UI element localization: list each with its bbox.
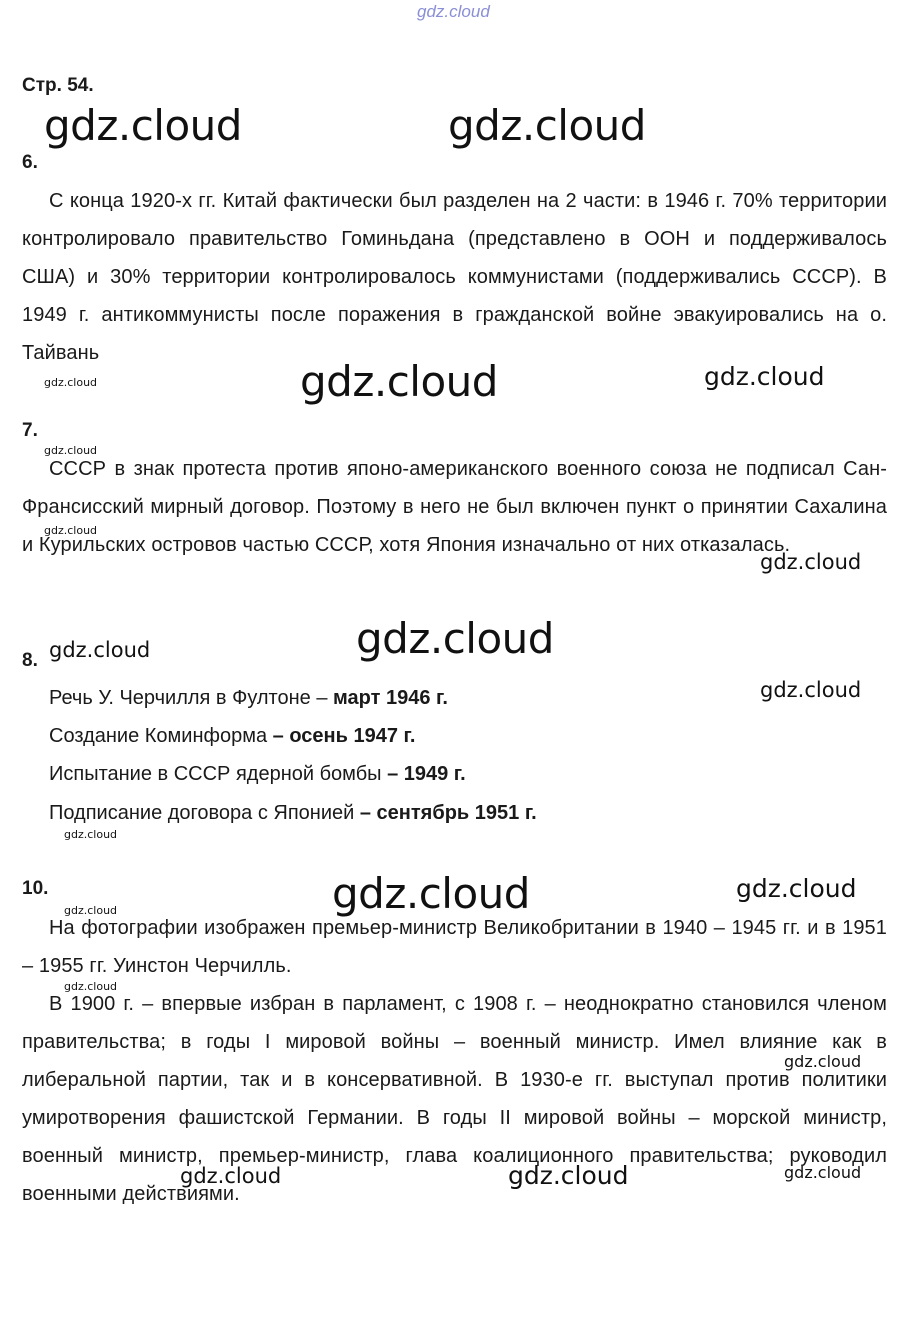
watermark: gdz.cloud: [44, 376, 98, 389]
item-date: – 1949 г.: [387, 763, 466, 785]
task-10-paragraph-2: В 1900 г. – впервые избран в парламент, с 1908 г. – неоднократно становился членом правительства; в годы I мировой войны – военный министр. Имел влияние как в либеральной партии, так и в консервативной. В 1930-е гг. выступал против политики умиротворения фашистской Германии. В годы II мировой войны – морской министр, военный министр, премьер-министр, глава коалиционного правительства; руководил военными действиями.: [22, 993, 887, 1205]
task-10-paragraph-1: На фотографии изображен премьер-министр Великобритании в 1940 – 1945 гг. и в 1951 – 1955 гг. Уинстон Черчилль.: [22, 917, 887, 977]
task-10-number: 10.: [22, 878, 49, 899]
item-event: Испытание в СССР ядерной бомбы: [49, 763, 388, 785]
watermark: gdz.cloud: [64, 980, 118, 993]
task-8-item-1: [49, 679, 448, 717]
item-event: Создание Коминформа: [49, 725, 273, 747]
watermark: gdz.cloud: [44, 444, 98, 457]
watermark: gdz.cloud: [784, 1052, 862, 1071]
task-8-number: 8.: [22, 650, 38, 671]
watermark: gdz.cloud: [760, 550, 862, 574]
watermark: gdz.cloud: [356, 614, 554, 663]
task-8-item-2: [49, 717, 415, 755]
watermark: gdz.cloud: [448, 101, 646, 150]
task-6-text: С конца 1920-х гг. Китай фактически был разделен на 2 части: в 1946 г. 70% территории контролировало правительство Гоминьдана (представлено в ООН и поддерживалось США) и 30% территории контролировалось коммунистами (поддерживались СССР). В 1949 г. антикоммунисты после поражения в гражданской войне эвакуировались на о. Тайвань: [22, 190, 887, 364]
task-7-number: 7.: [22, 420, 38, 441]
watermark: gdz.cloud: [736, 874, 857, 903]
watermark: gdz.cloud: [760, 678, 862, 702]
task-8-item-3: [49, 755, 466, 793]
page-reference: Стр. 54.: [22, 75, 94, 96]
item-event: Речь У. Черчилля в Фултоне –: [49, 687, 334, 709]
watermark: gdz.cloud: [49, 638, 151, 662]
watermark: gdz.cloud: [300, 357, 498, 406]
watermark: gdz.cloud: [64, 828, 118, 841]
top-watermark: gdz.cloud: [417, 2, 490, 21]
item-date: март 1946 г.: [333, 687, 448, 709]
watermark: gdz.cloud: [704, 362, 825, 391]
watermark: gdz.cloud: [784, 1163, 862, 1182]
watermark: gdz.cloud: [180, 1164, 282, 1188]
item-date: – осень 1947 г.: [272, 725, 416, 747]
watermark: gdz.cloud: [44, 524, 98, 537]
task-8-item-4: [49, 794, 537, 832]
item-date: – сентябрь 1951 г.: [359, 802, 537, 824]
task-7-text: СССР в знак протеста против японо-американского военного союза не подписал Сан-Франсисский мирный договор. Поэтому в него не был включен пункт о принятии Сахалина и Курильских островов частью СССР, хотя Япония изначально от них отказалась.: [22, 458, 887, 556]
watermark: gdz.cloud: [44, 101, 242, 150]
task-6-number: 6.: [22, 152, 38, 173]
watermark: gdz.cloud: [332, 869, 530, 918]
item-event: Подписание договора с Японией: [49, 802, 360, 824]
watermark: gdz.cloud: [508, 1161, 629, 1190]
watermark: gdz.cloud: [64, 904, 118, 917]
